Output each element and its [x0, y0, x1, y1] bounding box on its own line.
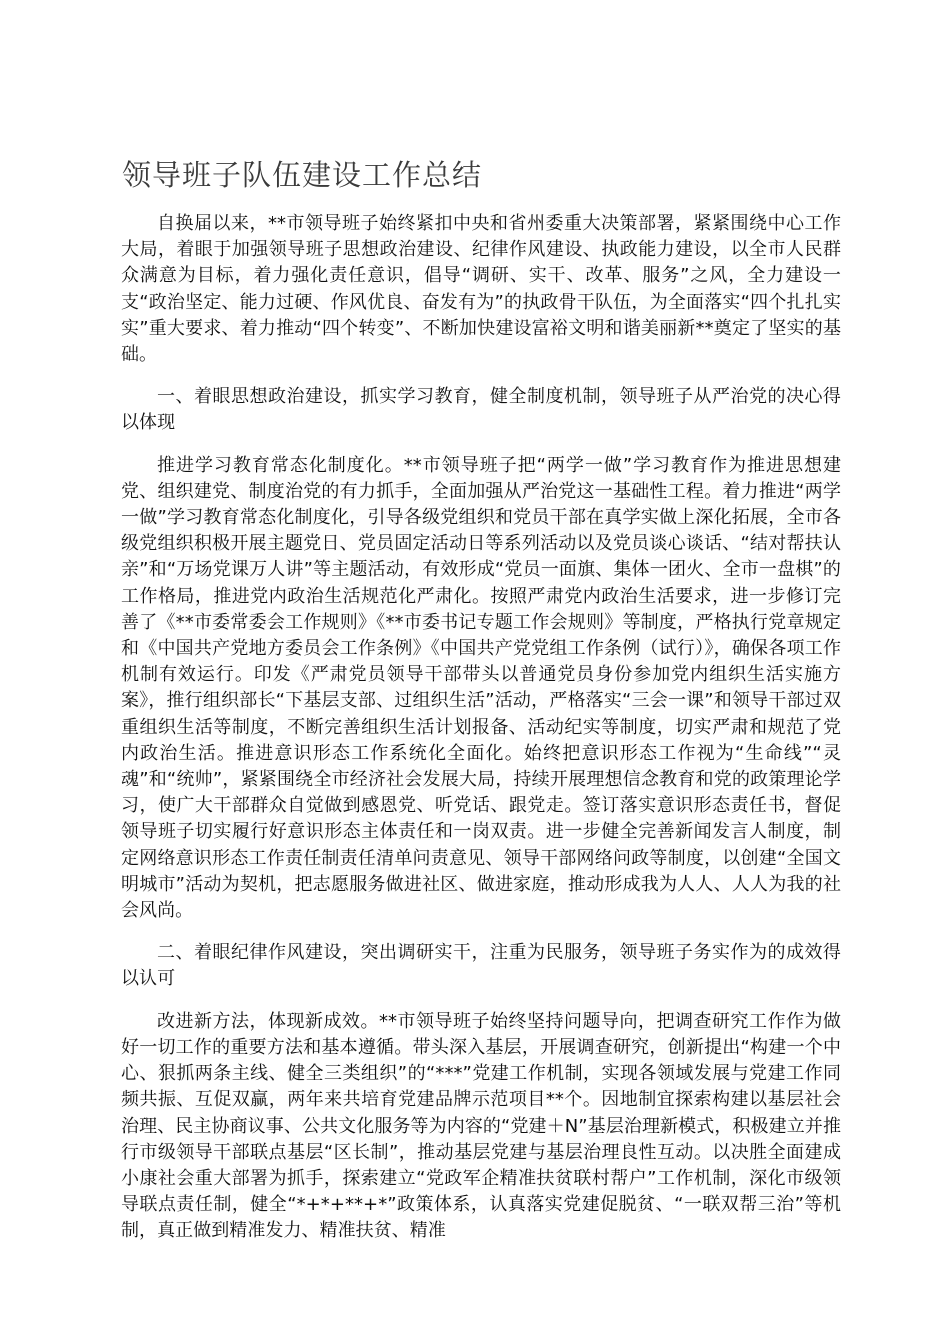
section-1-paragraph: 推进学习教育常态化制度化。**市领导班子把“两学一做”学习教育作为推进思想建党、组织建党、制度治党的有力抓手，全面加强从严治党这一基础性工程。着力推进“两学一做”学习教育常态化制度化，引导各级党组织和党员干部在真学实做上深化拓展，全市各级党组织积极开展主题党日、党员固定活动日等系列活动以及党员谈心谈话、“结对帮扶认亲”和“万场党课万人讲”等主题活动，有效形成“党员一面旗、集体一团火、全市一盘棋”的工作格局，推进党内政治生活规范化严肃化。按照严肃党内政治生活要求，进一步修订完善了《**市委常委会工作规则》《**市委书记专题工作会规则》等制度，严格执行党章规定和《中国共产党地方委员会工作条例》《中国共产党党组工作条例（试行）》，确保各项工作机制有效运行。印发《严肃党员领导干部带头以普通党员身份参加党内组织生活实施方案》，推行组织部长“下基层支部、过组织生活”活动，严格落实“三会一课”和领导干部过双重组织生活等制度，不断完善组织生活计划报备、活动纪实等制度，切实严肃和规范了党内政治生活。推进意识形态工作系统化全面化。始终把意识形态工作视为“生命线”“灵魂”和“统帅”，紧紧围绕全市经济社会发展大局，持续开展理想信念教育和党的政策理论学习，使广大干部群众自觉做到感恩党、听党话、跟党走。签订落实意识形态责任书，督促领导班子切实履行好意识形态主体责任和一岗双责。进一步健全完善新闻发言人制度，制定网络意识形态工作责任制责任清单问责意见、领导干部网络问政等制度，以创建“全国文明城市”活动为契机，把志愿服务做进社区、做进家庭，推动形成我为人人、人人为我的社会风尚。	[121, 454, 841, 922]
document-title: 领导班子队伍建设工作总结	[122, 158, 483, 192]
document-body	[121, 211, 841, 1261]
section-heading-2: 二、着眼纪律作风建设，突出调研实干，注重为民服务，领导班子务实作为的成效得以认可	[121, 942, 841, 990]
intro-paragraph: 自换届以来，**市领导班子始终紧扣中央和省州委重大决策部署，紧紧围绕中心工作大局，着眼于加强领导班子思想政治建设、纪律作风建设、执政能力建设，以全市人民群众满意为目标，着力强化责任意识，倡导“调研、实干、改革、服务”之风，全力建设一支“政治坚定、能力过硬、作风优良、奋发有为”的执政骨干队伍，为全面落实“四个扎扎实实”重大要求、着力推动“四个转变”、不断加快建设富裕文明和谐美丽新**奠定了坚实的基础。	[121, 213, 841, 366]
section-heading-1: 一、着眼思想政治建设，抓实学习教育，健全制度机制，领导班子从严治党的决心得以体现	[121, 386, 841, 434]
section-2-paragraph: 改进新方法，体现新成效。**市领导班子始终坚持问题导向，把调查研究工作作为做好一切工作的重要方法和基本遵循。带头深入基层，开展调查研究，创新提出“构建一个中心、狠抓两条主线、健全三类组织”的“***”党建工作机制，实现各领域发展与党建工作同频共振、互促双赢，两年来共培育党建品牌示范项目**个。因地制宜探索构建以基层社会治理、民主协商议事、公共文化服务等为内容的“党建＋N”基层治理新模式，积极建立并推行市级领导干部联点基层“区长制”，推动基层党建与基层治理良性互动。以决胜全面建成小康社会重大部署为抓手，探索建立“党政军企精准扶贫联村帮户”工作机制，深化市级领导联点责任制，健全“*+*+**+*”政策体系，认真落实党建促脱贫、“一联双帮三治”等机制，真正做到精准发力、精准扶贫、精准	[121, 1010, 841, 1242]
